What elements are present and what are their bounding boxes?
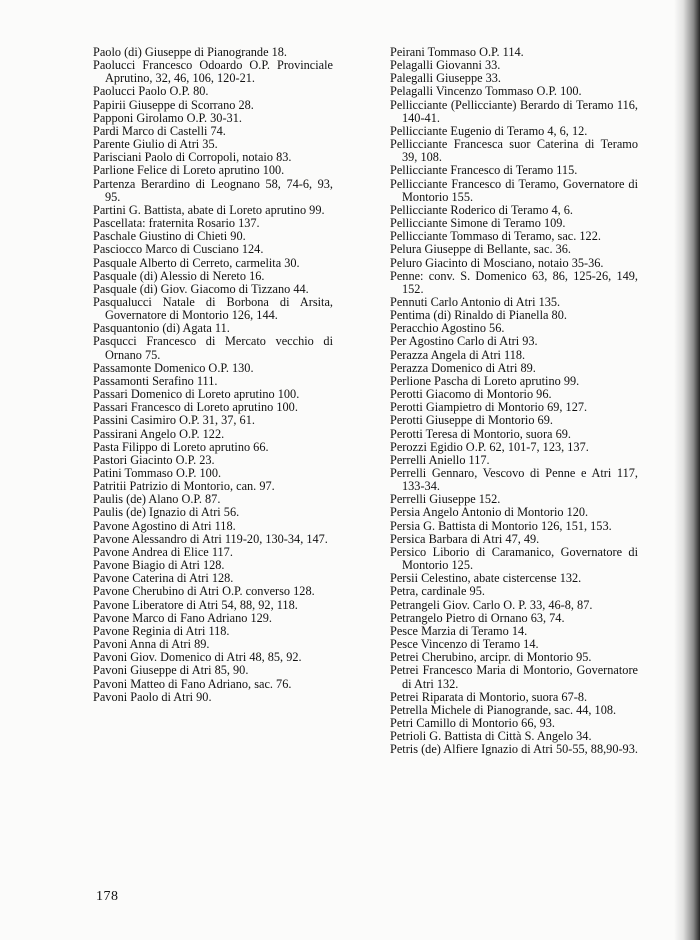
index-entry: Persica Barbara di Atri 47, 49.: [390, 531, 540, 546]
index-entry: Per Agostino Carlo di Atri 93.: [390, 334, 538, 349]
index-entry: Parisciani Paolo di Corropoli, notaio 83.: [93, 150, 292, 165]
index-entry: Pasquale (di) Alessio di Nereto 16.: [93, 268, 265, 283]
index-entry: Pardi Marco di Castelli 74.: [93, 123, 226, 138]
index-entry: Perrelli Aniello 117.: [390, 452, 490, 467]
index-entry: Perazza Angela di Atri 118.: [390, 347, 526, 362]
index-entry: Pavone Caterina di Atri 128.: [93, 571, 234, 586]
index-entry: Petrei Francesco Maria di Montorio, Governatore di Atri 132.: [390, 663, 638, 691]
index-column-left: [93, 46, 333, 704]
index-entry: Paschale Giustino di Chieti 90.: [93, 229, 246, 244]
index-entry: Pellicciante Roderico di Teramo 4, 6.: [390, 202, 573, 217]
index-entry: Pascellata: fraternita Rosario 137.: [93, 216, 260, 231]
index-entry: Paulis (de) Ignazio di Atri 56.: [93, 505, 240, 520]
index-entry: Persico Liborio di Caramanico, Governatore di Montorio 125.: [390, 544, 638, 573]
index-entry: Partini G. Battista, abate di Loreto aprutino 99.: [93, 202, 325, 217]
index-entry: Papponi Girolamo O.P. 30-31.: [93, 110, 242, 125]
index-entry: Pavone Alessandro di Atri 119-20, 130-34, 147.: [93, 531, 328, 546]
index-entry: Papirii Giuseppe di Scorrano 28.: [93, 97, 254, 112]
index-entry: Pasqualucci Natale di Borbona di Arsita, Governatore di Montorio 126, 144.: [93, 294, 333, 323]
index-entry: Pasta Filippo di Loreto aprutino 66.: [93, 439, 269, 454]
index-entry: Peluro Giacinto di Mosciano, notaio 35-36.: [390, 255, 604, 270]
index-entry: Pavone Reginia di Atri 118.: [93, 623, 230, 638]
index-entry: Petris (de) Alfiere Ignazio di Atri 50-55, 88,90-93.: [390, 742, 638, 757]
index-entry: Pentima (di) Rinaldo di Pianella 80.: [390, 308, 567, 323]
index-entry: Persii Celestino, abate cistercense 132.: [390, 571, 582, 586]
index-entry: Petrioli G. Battista di Città S. Angelo 34.: [390, 729, 592, 744]
index-entry: Pavoni Paolo di Atri 90.: [93, 689, 212, 704]
index-entry: Pelura Giuseppe di Bellante, sac. 36.: [390, 242, 571, 257]
index-entry: Patritii Patrizio di Montorio, can. 97.: [93, 479, 275, 494]
index-entry: Persia G. Battista di Montorio 126, 151, 153.: [390, 518, 612, 533]
index-entry: Passari Domenico di Loreto aprutino 100.: [93, 387, 300, 402]
index-entry: Pavone Agostino di Atri 118.: [93, 518, 236, 533]
index-entry: Pavone Liberatore di Atri 54, 88, 92, 118.: [93, 597, 298, 612]
index-entry: Paulis (de) Alano O.P. 87.: [93, 492, 221, 507]
index-entry: Pastori Giacinto O.P. 23.: [93, 452, 215, 467]
index-entry: Passari Francesco di Loreto aprutino 100.: [93, 400, 298, 415]
index-entry: Pesce Marzia di Teramo 14.: [390, 623, 528, 638]
index-entry: Paolo (di) Giuseppe di Pianogrande 18.: [93, 45, 287, 59]
index-column-right: [390, 46, 638, 756]
index-entry: Pelagalli Giovanni 33.: [390, 58, 501, 73]
index-entry: Partenza Berardino di Leognano 58, 74-6, 93, 95.: [93, 176, 333, 204]
index-entry: Pennuti Carlo Antonio di Atri 135.: [390, 294, 561, 309]
index-entry: Parente Giulio di Atri 35.: [93, 137, 218, 152]
index-entry: Pesce Vincenzo di Teramo 14.: [390, 637, 539, 652]
index-entry: Perotti Giampietro di Montorio 69, 127.: [390, 400, 588, 415]
index-entry: Pavoni Matteo di Fano Adriano, sac. 76.: [93, 676, 292, 691]
index-entry: Petri Camillo di Montorio 66, 93.: [390, 715, 555, 730]
index-entry: Pellicciante Simone di Teramo 109.: [390, 216, 566, 231]
index-entry: Petrei Cherubino, arcipr. di Montorio 95.: [390, 650, 592, 665]
index-entry: Persia Angelo Antonio di Montorio 120.: [390, 505, 589, 520]
index-entry: Pasquale (di) Giov. Giacomo di Tizzano 44.: [93, 281, 309, 296]
index-entry: Penne: conv. S. Domenico 63, 86, 125-26, 149, 152.: [390, 268, 638, 296]
index-entry: Paolucci Francesco Odoardo O.P. Provinciale Aprutino, 32, 46, 106, 120-21.: [93, 58, 333, 86]
index-entry: Pellicciante Francesco di Teramo 115.: [390, 163, 578, 178]
index-entry: Pavone Marco di Fano Adriano 129.: [93, 610, 272, 625]
index-entry: Pavone Andrea di Elice 117.: [93, 544, 233, 559]
index-entry: Pavoni Anna di Atri 89.: [93, 637, 210, 652]
index-entry: Patini Tommaso O.P. 100.: [93, 466, 222, 480]
index-entry: Pasqucci Francesco di Mercato vecchio di Ornano 75.: [93, 334, 333, 362]
index-entry: Pasciocco Marco di Cusciano 124.: [93, 242, 264, 257]
index-entry: Pellicciante Francesco di Teramo, Governatore di Montorio 155.: [390, 176, 638, 204]
index-entry: Pavone Biagio di Atri 128.: [93, 558, 225, 573]
index-entry: Pelagalli Vincenzo Tommaso O.P. 100.: [390, 84, 582, 99]
index-entry: Pasquantonio (di) Agata 11.: [93, 321, 230, 336]
index-entry: Perotti Giacomo di Montorio 96.: [390, 387, 552, 402]
index-entry: Petra, cardinale 95.: [390, 584, 485, 599]
index-entry: Palegalli Giuseppe 33.: [390, 71, 501, 86]
index-entry: Passirani Angelo O.P. 122.: [93, 426, 225, 441]
index-entry: Perozzi Egidio O.P. 62, 101-7, 123, 137.: [390, 439, 589, 454]
index-entry: Perrelli Gennaro, Vescovo di Penne e Atri 117, 133-34.: [390, 466, 638, 494]
index-entry: Petrangelo Pietro di Ornano 63, 74.: [390, 610, 565, 625]
index-entry: Petrei Riparata di Montorio, suora 67-8.: [390, 689, 588, 704]
index-entry: Pavoni Giov. Domenico di Atri 48, 85, 92.: [93, 650, 302, 665]
index-entry: Paolucci Paolo O.P. 80.: [93, 84, 209, 99]
index-entry: Peracchio Agostino 56.: [390, 321, 505, 336]
page-edge-shadow: [674, 0, 700, 940]
index-entry: Passini Casimiro O.P. 31, 37, 61.: [93, 413, 255, 428]
index-entry: Pellicciante Tommaso di Teramo, sac. 122.: [390, 229, 601, 244]
index-entry: Pavoni Giuseppe di Atri 85, 90.: [93, 663, 249, 678]
index-entry: Petrangeli Giov. Carlo O. P. 33, 46-8, 87.: [390, 597, 593, 612]
index-entry: Pavone Cherubino di Atri O.P. converso 128.: [93, 584, 315, 599]
index-entry: Passamonti Serafino 111.: [93, 373, 218, 388]
index-entry: Perotti Teresa di Montorio, suora 69.: [390, 426, 571, 441]
index-entry: Perrelli Giuseppe 152.: [390, 492, 501, 507]
index-entry: Pasquale Alberto di Cerreto, carmelita 30.: [93, 255, 300, 270]
index-entry: Peirani Tommaso O.P. 114.: [390, 45, 524, 59]
index-entry: Pellicciante Francesca suor Caterina di Teramo 39, 108.: [390, 137, 638, 165]
index-entry: Parlione Felice di Loreto aprutino 100.: [93, 163, 285, 178]
page-number: 178: [96, 889, 119, 904]
index-entry: Passamonte Domenico O.P. 130.: [93, 360, 254, 375]
index-entry: Perazza Domenico di Atri 89.: [390, 360, 536, 375]
index-entry: Pellicciante (Pellicciante) Berardo di Teramo 116, 140-41.: [390, 97, 638, 125]
index-entry: Pellicciante Eugenio di Teramo 4, 6, 12.: [390, 123, 588, 138]
index-entry: Perotti Giuseppe di Montorio 69.: [390, 413, 553, 428]
index-entry: Petrella Michele di Pianogrande, sac. 44, 108.: [390, 702, 617, 717]
index-entry: Perlione Pascha di Loreto aprutino 99.: [390, 373, 580, 388]
